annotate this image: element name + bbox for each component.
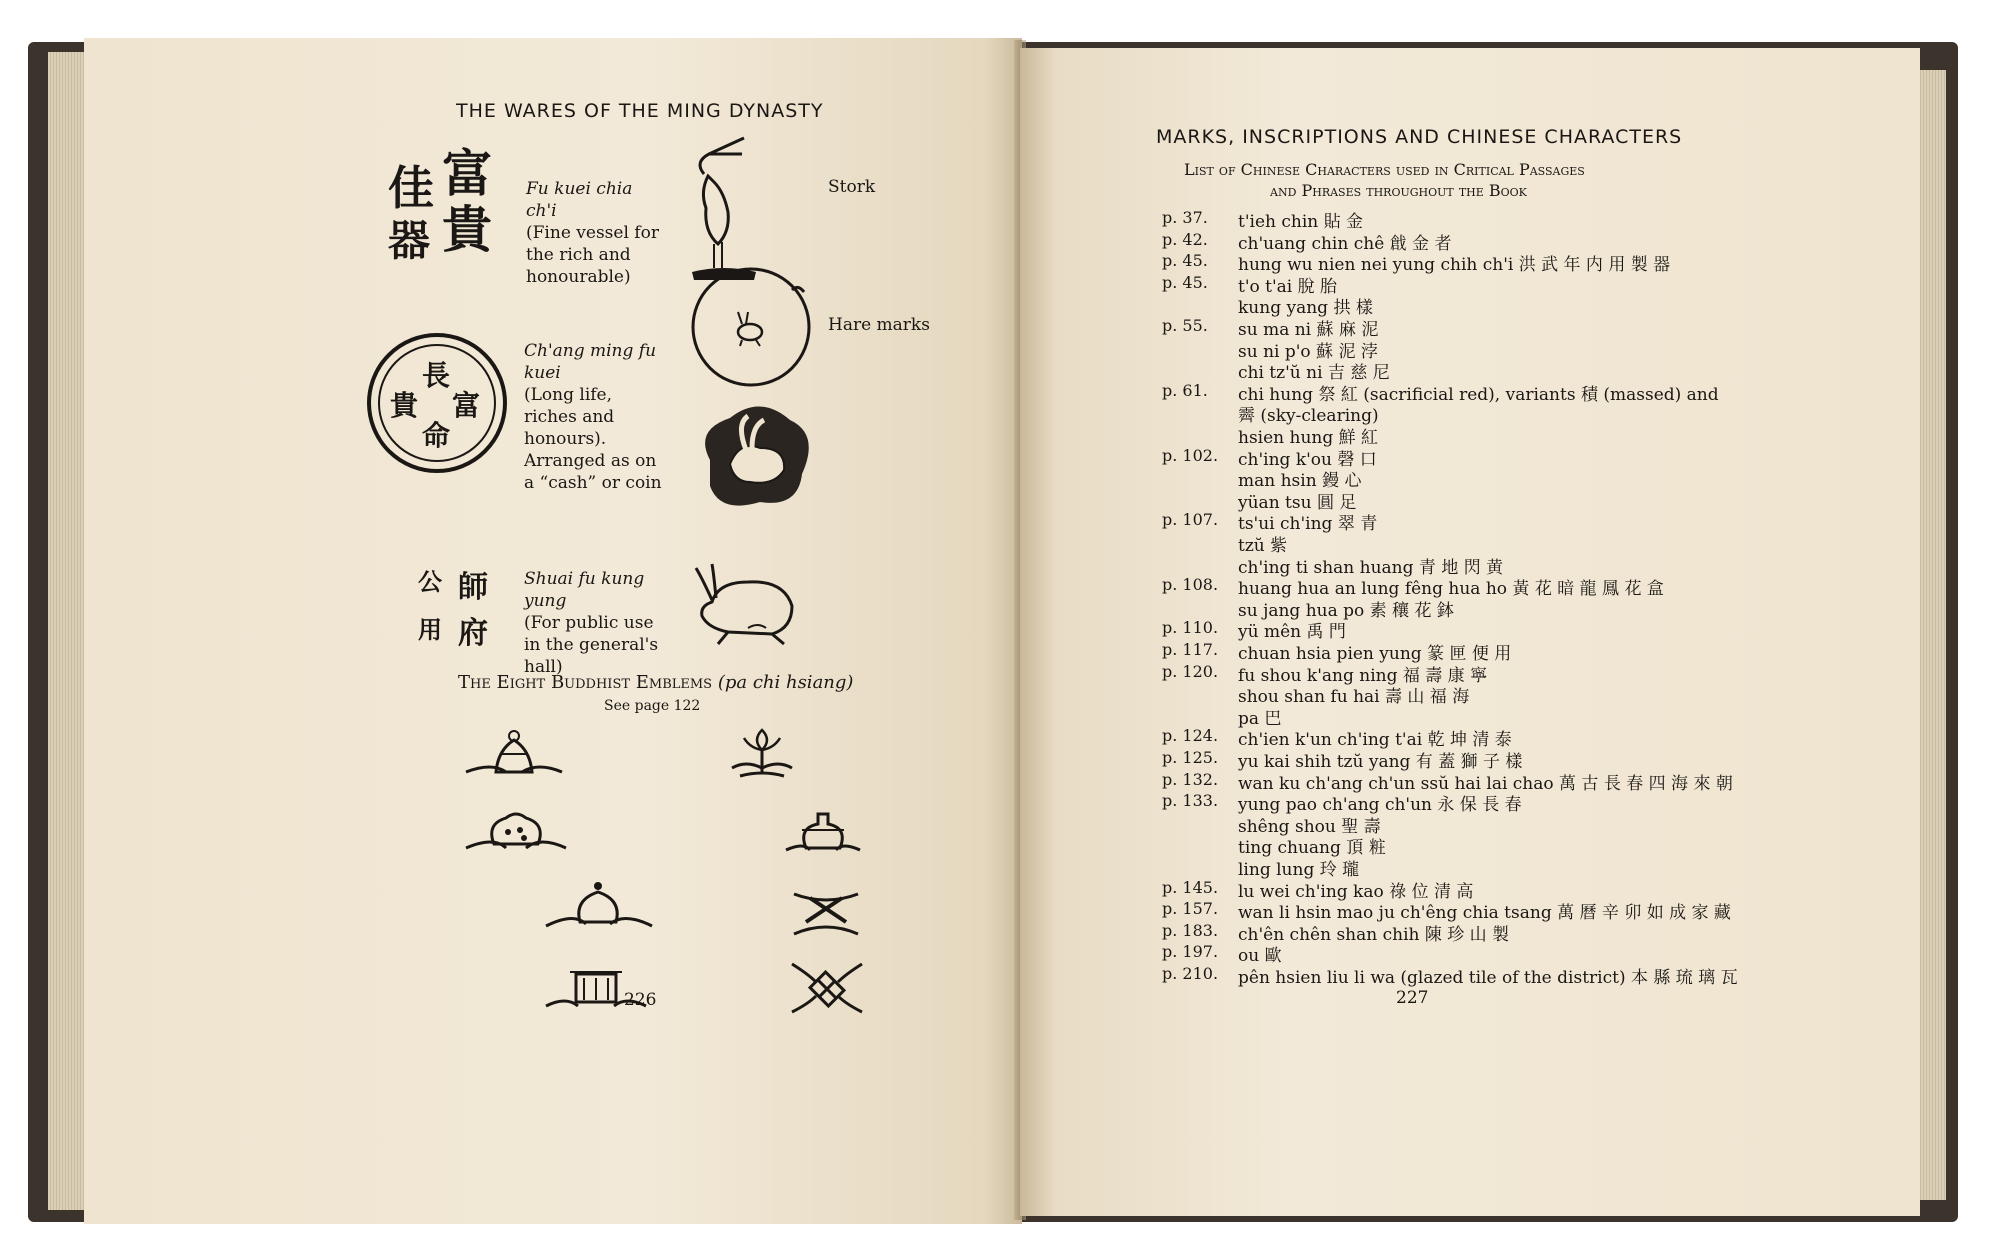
stork-label: Stork <box>828 177 876 197</box>
caption-shuai-fu <box>524 568 666 678</box>
entry-page-ref: p. 125. <box>1162 748 1219 767</box>
hare-disc-icon <box>690 266 812 388</box>
entry-text: pa 巴 <box>1238 708 1282 729</box>
stork-icon <box>684 132 774 282</box>
vase-emblem-icon <box>784 802 862 860</box>
entry-text: su jang hua po 素 穰 花 鉢 <box>1238 600 1454 621</box>
entry-text: 霽 (sky-clearing) <box>1238 406 1379 427</box>
canopy-emblem-icon <box>544 876 654 934</box>
emblems-subtitle: See page 122 <box>604 698 701 714</box>
entry-text: ou 歐 <box>1238 946 1282 967</box>
jar-emblem-icon <box>464 804 568 858</box>
entry-page-ref: p. 210. <box>1162 964 1219 983</box>
mark-char: 公 <box>418 567 442 596</box>
entry-text: yüan tsu 圓 足 <box>1238 492 1357 513</box>
entry-text: shêng shou 聖 壽 <box>1238 816 1381 837</box>
caption-fu-kuei <box>526 178 668 288</box>
caption-chang-ming <box>524 340 666 494</box>
bell-emblem-icon <box>462 728 566 782</box>
entry-page-ref: p. 45. <box>1162 272 1208 292</box>
entry-text: man hsin 鏝 心 <box>1238 471 1362 492</box>
emblems-title-italic: (pa chi hsiang) <box>717 672 854 693</box>
mark-char: 器 <box>388 216 431 265</box>
entry-text: ts'ui ch'ing 翠 青 <box>1238 514 1378 535</box>
caption-text: (Fine vessel for the rich and honourable) <box>526 223 659 287</box>
entry-text: su ni p'o 蘇 泥 浡 <box>1238 341 1378 362</box>
caption-title: Fu kuei chia ch'i <box>526 179 633 221</box>
entry-text: fu shou k'ang ning 福 壽 康 寧 <box>1238 665 1488 686</box>
list-title-line1: List of Chinese Characters used in Critical Passages <box>1184 160 1585 179</box>
entry-text: t'o t'ai 脫 胎 <box>1238 276 1338 297</box>
entry-text: yung pao ch'ang ch'un 永 保 長 春 <box>1238 795 1522 816</box>
caption-title: Ch'ang ming fu kuei <box>524 341 657 383</box>
knot-emblem-icon <box>788 954 866 1018</box>
entry-page-ref: p. 133. <box>1162 791 1219 811</box>
entry-text: shou shan fu hai 壽 山 福 海 <box>1238 687 1470 708</box>
emblems-title <box>458 672 853 693</box>
mark-char: 貴 <box>442 200 492 259</box>
entry-page-ref: p. 107. <box>1162 510 1219 530</box>
mark-char: 富 <box>442 144 492 203</box>
entry-page-ref: p. 45. <box>1162 251 1208 271</box>
entry-page-ref: p. 183. <box>1162 920 1219 940</box>
hare-running-icon <box>688 558 808 648</box>
mark-char: 佳 <box>388 161 434 215</box>
right-running-head: MARKS, INSCRIPTIONS AND CHINESE CHARACTERS <box>1156 126 1683 148</box>
entry-page-ref: p. 61. <box>1162 380 1208 400</box>
entry-page-ref: p. 157. <box>1162 899 1219 919</box>
entry-text: ch'ien k'un ch'ing t'ai 乾 坤 清 泰 <box>1238 730 1512 751</box>
caption-text: (Long life, riches and honours). Arranged as on a “cash” or coin <box>524 385 662 493</box>
mark-char: 長 <box>422 359 451 392</box>
mark-char: 府 <box>458 616 488 651</box>
hare-cloud-icon <box>690 390 820 520</box>
entry-text: wan li hsin mao ju ch'êng chia tsang 萬 曆 辛 卯 如 成 家 藏 <box>1238 903 1731 924</box>
entry-text: wan ku ch'ang ch'un ssŭ hai lai chao 萬 古 長 春 四 海 來 朝 <box>1238 773 1733 794</box>
entry-text: ting chuang 頂 粧 <box>1238 838 1386 859</box>
entry-page-ref: p. 117. <box>1162 640 1219 659</box>
entry-text: huang hua an lung fêng hua ho 黃 花 暗 龍 鳳 花 盒 <box>1238 579 1664 600</box>
entry-text: hung wu nien nei yung chih ch'i 洪 武 年 内 用 製 器 <box>1238 255 1671 276</box>
entry-page-ref: p. 42. <box>1162 229 1208 249</box>
entry-page-ref: p. 145. <box>1162 877 1219 897</box>
entry-text: ling lung 玲 瓏 <box>1238 860 1360 880</box>
entry-page-ref: p. 102. <box>1162 445 1219 465</box>
entry-text: chi hung 祭 紅 (sacrificial red), variants 積 (massed) and <box>1238 384 1719 405</box>
entry-text: hsien hung 鮮 紅 <box>1238 428 1379 448</box>
entry-text: ch'ên chên shan chih 陳 珍 山 製 <box>1238 924 1510 945</box>
hare-label: Hare marks <box>828 315 930 335</box>
entry-text: t'ieh chin 貼 金 <box>1238 212 1364 232</box>
mark-char: 師 <box>458 570 488 605</box>
emblems-title-main: The Eight Buddhist Emblems <box>458 672 713 693</box>
list-title-line2: and Phrases throughout the Book <box>1270 181 1527 200</box>
fish-emblem-icon <box>786 876 866 940</box>
entry-text: su ma ni 蘇 麻 泥 <box>1238 320 1379 340</box>
entry-text: yü mên 禹 門 <box>1238 622 1346 643</box>
entry-text: yu kai shih tzŭ yang 有 蓋 獅 子 樣 <box>1238 752 1523 772</box>
entry-page-ref: p. 110. <box>1162 618 1219 638</box>
entry-page-ref: p. 37. <box>1162 208 1208 227</box>
entry-text: kung yang 拱 樣 <box>1238 298 1373 319</box>
entry-page-ref: p. 132. <box>1162 769 1219 789</box>
left-page <box>84 38 1022 1224</box>
lotus-emblem-icon <box>722 724 802 782</box>
mark-char: 富 <box>452 389 481 422</box>
right-page <box>1020 48 1920 1216</box>
entry-text: chi tz'ŭ ni 吉 慈 尼 <box>1238 363 1390 384</box>
mark-char: 用 <box>418 615 442 644</box>
left-running-head: THE WARES OF THE MING DYNASTY <box>456 100 824 122</box>
entry-text: tzŭ 紫 <box>1238 536 1288 556</box>
entry-text: chuan hsia pien yung 篆 匣 便 用 <box>1238 644 1512 664</box>
caption-title: Shuai fu kung yung <box>524 569 645 611</box>
entry-page-ref: p. 124. <box>1162 726 1219 746</box>
entry-text: ch'ing ti shan huang 青 地 閃 黄 <box>1238 557 1504 578</box>
entry-page-ref: p. 108. <box>1162 575 1219 595</box>
entry-text: ch'uang chin chê 戧 金 者 <box>1238 233 1452 254</box>
entry-text: pên hsien liu li wa (glazed tile of the district) 本 縣 琉 璃 瓦 <box>1238 968 1738 988</box>
entry-page-ref: p. 197. <box>1162 942 1219 962</box>
entry-page-ref: p. 55. <box>1162 316 1208 335</box>
entry-text: ch'ing k'ou 磬 口 <box>1238 449 1377 470</box>
left-page-number: 226 <box>624 990 657 1010</box>
right-page-number: 227 <box>1396 988 1429 1008</box>
mark-char: 貴 <box>390 389 419 422</box>
entry-text: lu wei ch'ing kao 祿 位 清 高 <box>1238 881 1474 902</box>
entry-page-ref: p. 120. <box>1162 661 1219 681</box>
caption-text: (For public use in the general's hall) <box>524 613 659 677</box>
mark-char: 命 <box>422 419 451 452</box>
